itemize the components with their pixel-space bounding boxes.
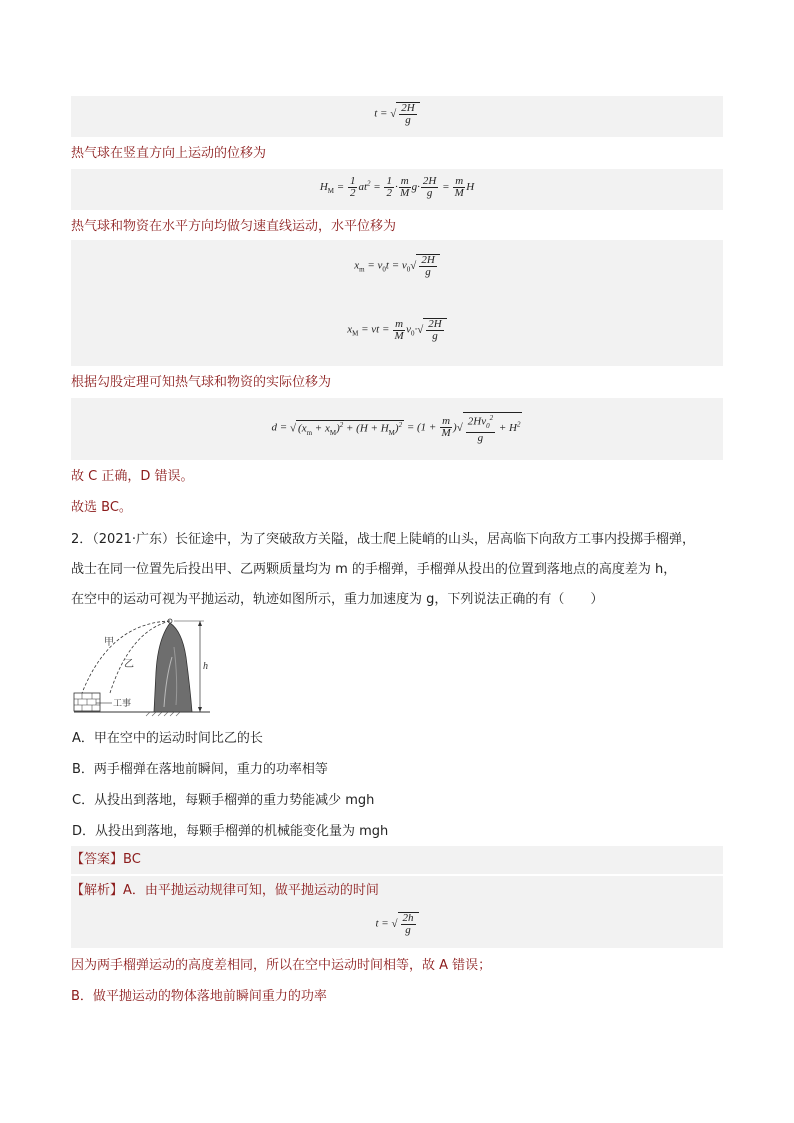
text-choice: 故选 BC。 (71, 500, 132, 515)
formula-xm: $x_m = v_0t = v_0√$ $\frac{2H}{g}$ (71, 254, 723, 278)
formula-band-time (71, 96, 723, 137)
label-h: h (203, 661, 208, 672)
label-gongshi: 工事 (113, 699, 132, 709)
analysis-line-1 (71, 882, 379, 900)
option-a: A．甲在空中的运动时间比乙的长 (72, 731, 263, 746)
rock-cliff (154, 623, 192, 712)
option-c: C．从投出到落地，每颗手榴弹的重力势能减少 mgh (72, 793, 375, 808)
answer-value: BC (123, 852, 141, 867)
formula-band-x (71, 240, 723, 366)
option-b: B．两手榴弹在落地前瞬间，重力的功率相等 (72, 762, 328, 777)
formula-xM: $x_M$ = vt = $\frac{m}{M}$ $v_0\cdot√$ $\frac{2H}{g}$ (71, 318, 723, 342)
formula-hm: $H_M$ = $\frac{1}{2}$ $at^2$ = $\frac{1}{2}$ · $\frac{m}{M}$ g· $\frac{2H}{g}$ = $\frac{m}{M}$ H (319, 175, 475, 199)
analysis-text-a: A．由平抛运动规律可知，做平抛运动的时间 (123, 883, 379, 898)
answer-line (71, 851, 141, 869)
analysis-line-2: 因为两手榴弹运动的高度差相同，所以在空中运动时间相等，故 A 错误； (71, 958, 492, 973)
formula-band-d (71, 398, 723, 460)
question-line-2: 战士在同一位置先后投出甲、乙两颗质量均为 m 的手榴弹，手榴弹从投出的位置到落地点的高度差为 h， (71, 562, 677, 577)
answer-tag: 【答案】 (71, 852, 124, 867)
formula-d: d = √ $(x_m + x_M)^2 + (H + H_M)^2 = (1$ + $\frac{m}{M}$ )√ $\frac{2Hv_0^2}{g}$ + $H^2$ (271, 414, 521, 444)
text-horizontal-displacement: 热气球和物资在水平方向均做匀速直线运动，水平位移为 (71, 219, 397, 234)
option-d: D．从投出到落地，每颗手榴弹的机械能变化量为 mgh (72, 824, 389, 839)
analysis-line-3: B．做平抛运动的物体落地前瞬间重力的功率 (71, 989, 327, 1004)
formula-time-h: t = √ $\frac{2h}{g}$ (71, 912, 723, 936)
grenade-trajectory-figure (70, 617, 220, 717)
analysis-band (71, 876, 723, 948)
text-conclusion: 故 C 正确，D 错误。 (71, 469, 194, 484)
answer-band (71, 846, 723, 874)
question-line-3: 在空中的运动可视为平抛运动，轨迹如图所示，重力加速度为 g，下列说法正确的有（ ） (71, 592, 604, 607)
analysis-tag: 【解析】 (71, 883, 124, 898)
text-vertical-displacement: 热气球在竖直方向上运动的位移为 (71, 146, 267, 161)
label-yi: 乙 (124, 659, 134, 670)
formula-band-hm (71, 169, 723, 210)
text-actual-displacement: 根据勾股定理可知热气球和物资的实际位移为 (71, 375, 332, 390)
formula-time: t = √ $\frac{2H}{g}$ (71, 102, 723, 126)
question-line-1: 2．（2021·广东）长征途中，为了突破敌方关隘，战士爬上陡峭的山头，居高临下向敌方工事内投掷手榴弹， (71, 532, 695, 547)
label-jia: 甲 (104, 637, 114, 648)
